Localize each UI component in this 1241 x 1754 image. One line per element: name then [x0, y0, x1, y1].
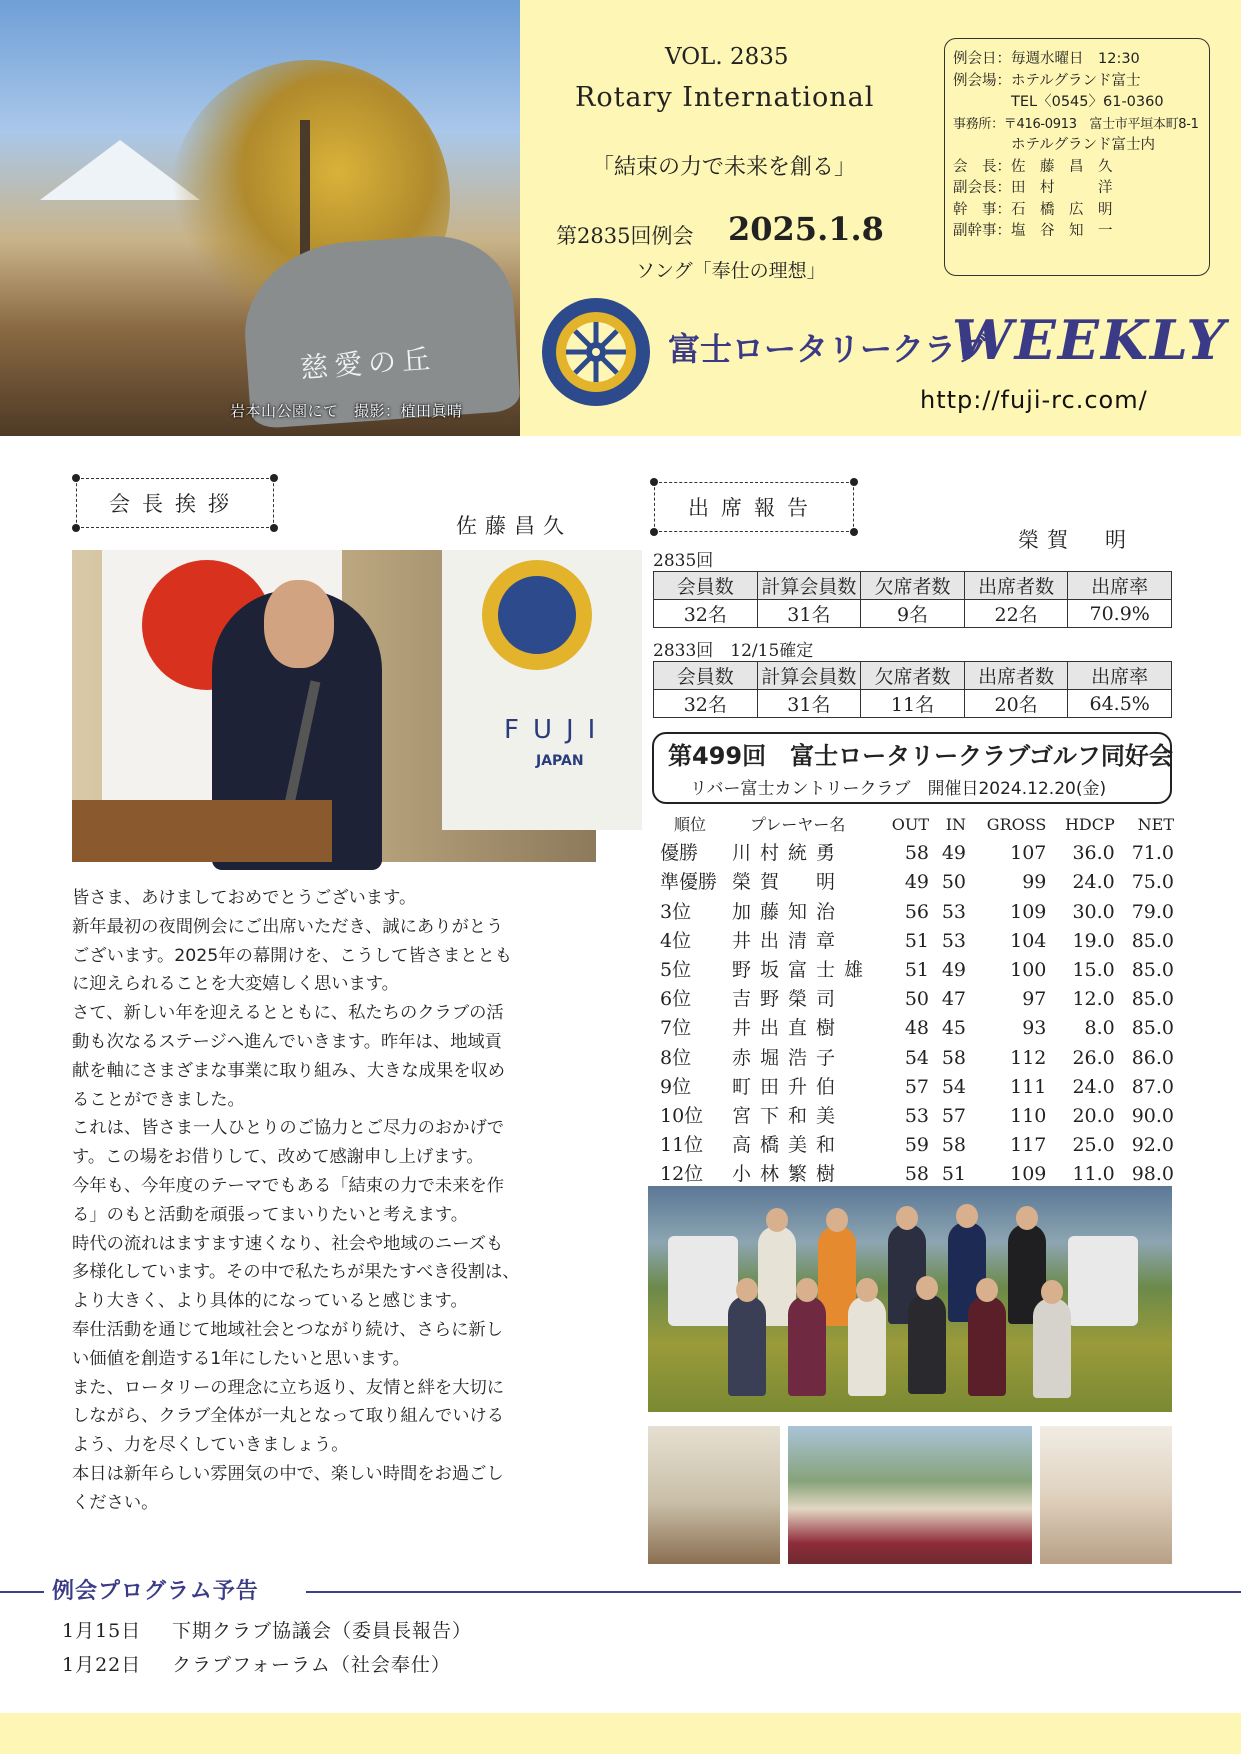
rank-cell: 12位: [660, 1163, 704, 1186]
greeting-line: 献を軸にさまざまな事業に取り組み、大きな成果を収め: [72, 1060, 506, 1081]
banner-japan: JAPAN: [536, 753, 584, 769]
col-header: GROSS: [986, 815, 1047, 834]
col-header: NET: [1137, 815, 1174, 834]
person-shape: [908, 1294, 946, 1394]
score-cell: 24.0: [1072, 871, 1115, 894]
score-cell: 85.0: [1131, 988, 1174, 1011]
club-url-link[interactable]: http://fuji-rc.com/: [920, 386, 1148, 414]
score-cell: 51: [904, 929, 930, 952]
score-cell: 20.0: [1072, 1105, 1115, 1128]
cell: 22名: [964, 600, 1068, 628]
president-greeting: [72, 884, 602, 1518]
greeting-line: す。この場をお借りして、改めて感謝申し上げます。: [72, 1147, 484, 1168]
score-cell: 26.0: [1072, 1046, 1115, 1069]
meeting-number: 第2835回例会: [556, 224, 694, 248]
table-row: [660, 985, 1180, 1014]
score-cell: 97: [1022, 988, 1047, 1011]
table-row: [654, 600, 1172, 628]
col-header: 順位: [674, 815, 707, 834]
golf-photo-table: [1040, 1426, 1172, 1564]
score-cell: 107: [1010, 842, 1047, 865]
score-cell: 56: [904, 900, 930, 923]
table-row: [660, 839, 1180, 868]
score-cell: 109: [1010, 1163, 1047, 1186]
section-label-attendance: [654, 482, 854, 532]
col-header: 出席率: [1068, 572, 1172, 600]
rank-cell: 6位: [660, 988, 692, 1011]
rank-cell: 5位: [660, 959, 692, 982]
player-cell: 加藤知治: [732, 900, 845, 923]
greeting-line: 多様化しています。その中で私たちが果たすべき役割は、: [72, 1262, 520, 1283]
person-shape: [848, 1296, 886, 1396]
head-shape: [796, 1278, 818, 1302]
score-cell: 57: [941, 1105, 967, 1128]
info-line: TEL〈0545〉61-0360: [953, 94, 1164, 110]
score-cell: 71.0: [1131, 842, 1174, 865]
stone-inscription: 慈愛の丘: [299, 342, 438, 385]
table-row: [660, 927, 1180, 956]
score-cell: 49: [941, 842, 967, 865]
player-cell: 井出直樹: [732, 1017, 845, 1040]
player-cell: 川村統勇: [732, 842, 845, 865]
program-text: 下期クラブ協議会（委員長報告）: [172, 1620, 473, 1642]
golf-subtitle: リバー富士カントリークラブ 開催日2024.12.20(金): [690, 779, 1107, 799]
greeting-line: ることができました。: [72, 1089, 245, 1110]
table-row: [660, 1014, 1180, 1043]
score-cell: 99: [1022, 871, 1047, 894]
info-line: 事務所：〒416-0913 富士市平垣本町8-1: [953, 116, 1199, 132]
table-row: [660, 1073, 1180, 1102]
program-divider: [306, 1591, 1241, 1593]
greeting-line: い価値を創造する1年にしたいと思います。: [72, 1348, 410, 1369]
score-cell: 100: [1010, 959, 1047, 982]
table-row: [654, 690, 1172, 718]
greeting-line: これは、皆さま一人ひとりのご協力とご尽力のおかげで: [72, 1118, 505, 1139]
score-cell: 48: [904, 1017, 930, 1040]
score-cell: 12.0: [1072, 988, 1115, 1011]
rank-cell: 11位: [660, 1134, 704, 1157]
head-shape: [1041, 1280, 1063, 1304]
golf-photo-dinner: [788, 1426, 1032, 1564]
greeting-line: 本日は新年らしい雰囲気の中で、楽しい時間をお過ごし: [72, 1463, 504, 1484]
cell: 64.5%: [1068, 690, 1172, 718]
score-cell: 8.0: [1084, 1017, 1115, 1040]
score-cell: 98.0: [1131, 1163, 1174, 1186]
greeting-line: 時代の流れはますます速くなり、社会や地域のニーズも: [72, 1233, 504, 1254]
head-shape: [826, 1208, 848, 1232]
rank-cell: 10位: [660, 1105, 704, 1128]
score-cell: 54: [941, 1075, 967, 1098]
score-cell: 57: [904, 1075, 930, 1098]
score-cell: 93: [1022, 1017, 1047, 1040]
greeting-line: よう、力を尽くしていきましょう。: [72, 1435, 349, 1456]
head-shape: [896, 1206, 918, 1230]
cell: 70.9%: [1068, 600, 1172, 628]
speaker-face-shape: [264, 580, 334, 668]
score-cell: 92.0: [1131, 1134, 1174, 1157]
rank-cell: 8位: [660, 1046, 692, 1069]
score-cell: 85.0: [1131, 959, 1174, 982]
golf-results-table: [660, 810, 1180, 1190]
score-cell: 58: [941, 1046, 967, 1069]
player-cell: 吉野榮司: [732, 988, 845, 1011]
president-photo: [72, 550, 610, 862]
score-cell: 50: [904, 988, 930, 1011]
greeting-line: しながら、クラブ全体が一丸となって取り組んでいける: [72, 1406, 505, 1427]
cover-photo-caption: 岩本山公園にて 撮影：植田眞晴: [230, 402, 463, 420]
footer-band: [0, 1713, 1241, 1754]
golf-title: 第499回 富士ロータリークラブゴルフ同好会: [668, 742, 1173, 770]
col-header: 出席者数: [964, 572, 1068, 600]
score-cell: 53: [941, 929, 967, 952]
rotary-wheel-icon: [540, 296, 652, 408]
golf-group-photo: [648, 1186, 1172, 1412]
head-shape: [1016, 1206, 1038, 1230]
score-cell: 53: [904, 1105, 930, 1128]
head-shape: [976, 1278, 998, 1302]
score-cell: 30.0: [1072, 900, 1115, 923]
score-cell: 86.0: [1131, 1046, 1174, 1069]
score-cell: 45: [941, 1017, 967, 1040]
cover-photo: [0, 0, 520, 436]
score-cell: 117: [1010, 1134, 1047, 1157]
rank-cell: 7位: [660, 1017, 692, 1040]
col-header: 欠席者数: [861, 662, 965, 690]
cell: 20名: [964, 690, 1068, 718]
score-cell: 58: [904, 1163, 930, 1186]
info-line: 副会長：田 村 洋: [953, 180, 1113, 196]
cell: 31名: [757, 600, 861, 628]
club-info-box: [944, 38, 1210, 276]
player-cell: 井出清章: [732, 929, 845, 952]
golf-cart-shape: [1068, 1236, 1138, 1326]
cell: 31名: [757, 690, 861, 718]
col-header: 計算会員数: [757, 662, 861, 690]
rank-cell: 3位: [660, 900, 692, 923]
greeting-line: 今年も、今年度のテーマでもある「結束の力で未来を作: [72, 1175, 505, 1196]
col-header: 出席者数: [964, 662, 1068, 690]
rotary-wheel-icon: [482, 560, 592, 670]
score-cell: 11.0: [1072, 1163, 1115, 1186]
attendance-label-1: 2835回: [653, 551, 714, 571]
greeting-line: 新年最初の夜間例会にご出席いただき、誠にありがとう: [72, 916, 504, 937]
score-cell: 58: [941, 1134, 967, 1157]
table-row: [660, 956, 1180, 985]
rank-cell: 優勝: [660, 842, 699, 865]
player-cell: 宮下和美: [732, 1105, 845, 1128]
col-header: プレーヤー名: [750, 815, 846, 834]
col-header: 出席率: [1068, 662, 1172, 690]
greeting-line: 動も次なるステージへ進んでいきます。昨年は、地域貢: [72, 1031, 502, 1052]
greeting-line: より大きく、より具体的になっていると感じます。: [72, 1291, 468, 1312]
score-cell: 85.0: [1131, 1017, 1174, 1040]
info-line: 例会日：毎週水曜日 12:30: [953, 51, 1140, 67]
person-shape: [968, 1296, 1006, 1396]
score-cell: 25.0: [1072, 1134, 1115, 1157]
score-cell: 112: [1010, 1046, 1047, 1069]
person-shape: [728, 1296, 766, 1396]
score-cell: 79.0: [1131, 900, 1174, 923]
golf-photo-speaker: [648, 1426, 780, 1564]
head-shape: [856, 1278, 878, 1302]
head-shape: [766, 1208, 788, 1232]
score-cell: 49: [904, 871, 930, 894]
score-cell: 75.0: [1131, 871, 1174, 894]
score-cell: 15.0: [1072, 959, 1115, 982]
greeting-line: 皆さま、あけましておめでとうございます。: [72, 888, 417, 908]
cell: 32名: [654, 600, 758, 628]
greeting-line: また、ロータリーの理念に立ち返り、友情と絆を大切に: [72, 1377, 505, 1398]
program-item: [62, 1616, 472, 1643]
score-cell: 19.0: [1072, 929, 1115, 952]
score-cell: 87.0: [1131, 1075, 1174, 1098]
section-label-text: 出席報告: [688, 496, 820, 520]
attendance-label-2: 2833回 12/15確定: [653, 641, 814, 661]
score-cell: 47: [941, 988, 967, 1011]
greeting-line: る」のもと活動を頑張ってまいりたいと考えます。: [72, 1204, 469, 1225]
player-cell: 小林繁樹: [732, 1163, 845, 1186]
program-date: 1月22日: [62, 1654, 142, 1676]
table-row: [660, 1102, 1180, 1131]
greeting-line: ください。: [72, 1492, 159, 1513]
president-author: 佐藤昌久: [456, 514, 572, 538]
rank-cell: 9位: [660, 1075, 692, 1098]
weekly-title: WEEKLY: [952, 308, 1227, 372]
score-cell: 53: [941, 900, 967, 923]
score-cell: 50: [941, 871, 967, 894]
player-cell: 榮賀 明: [732, 871, 845, 894]
table-row: [660, 898, 1180, 927]
year-theme: 「結束の力で未来を創る」: [592, 155, 857, 180]
lectern-shape: [72, 800, 332, 862]
meeting-song: ソング「奉仕の理想」: [636, 260, 826, 282]
person-shape: [1033, 1298, 1071, 1398]
player-cell: 町田升伯: [732, 1075, 845, 1098]
attendance-table-2: [653, 661, 1172, 718]
info-line: 副幹事：塩 谷 知 一: [953, 223, 1113, 239]
table-row: [660, 1044, 1180, 1073]
rank-cell: 4位: [660, 929, 692, 952]
score-cell: 51: [941, 1163, 967, 1186]
info-line: ホテルグランド富士内: [953, 137, 1155, 153]
player-cell: 野坂富士雄: [732, 959, 873, 982]
score-cell: 104: [1010, 929, 1047, 952]
person-shape: [788, 1296, 826, 1396]
banner-fuji: FUJI: [504, 715, 610, 745]
greeting-line: 奉仕活動を通じて地域社会とつながり続け、さらに新し: [72, 1319, 503, 1340]
program-divider: [0, 1591, 44, 1593]
attendance-table-1: [653, 571, 1172, 628]
rank-cell: 準優勝: [660, 871, 718, 894]
score-cell: 90.0: [1131, 1105, 1174, 1128]
score-cell: 109: [1010, 900, 1047, 923]
section-label-text: 会長挨拶: [109, 492, 241, 516]
score-cell: 49: [941, 959, 967, 982]
score-cell: 111: [1010, 1075, 1047, 1098]
score-cell: 54: [904, 1046, 930, 1069]
program-title: 例会プログラム予告: [52, 1579, 259, 1604]
table-row: [660, 868, 1180, 897]
program-item: [62, 1650, 451, 1677]
col-header: 会員数: [654, 572, 758, 600]
score-cell: 36.0: [1072, 842, 1115, 865]
score-cell: 24.0: [1072, 1075, 1115, 1098]
info-line: 幹 事：石 橋 広 明: [953, 201, 1113, 218]
cell: 11名: [861, 690, 965, 718]
cell: 32名: [654, 690, 758, 718]
info-line: 例会場：ホテルグランド富士: [953, 72, 1141, 89]
score-cell: 51: [904, 959, 930, 982]
program-text: クラブフォーラム（社会奉仕）: [172, 1654, 451, 1676]
col-header: 計算会員数: [757, 572, 861, 600]
greeting-line: に迎えられることを大変嬉しく思います。: [72, 974, 399, 995]
player-cell: 高橋美和: [732, 1134, 845, 1157]
organization-name: Rotary International: [575, 82, 875, 113]
table-row: [660, 1131, 1180, 1160]
col-header: 会員数: [654, 662, 758, 690]
volume-number: VOL. 2835: [665, 44, 789, 70]
head-shape: [916, 1276, 938, 1300]
score-cell: 110: [1010, 1105, 1047, 1128]
info-line: 会 長：佐 藤 昌 久: [953, 158, 1113, 175]
club-name: 富士ロータリークラブ: [668, 330, 989, 368]
cell: 9名: [861, 600, 965, 628]
player-cell: 赤堀浩子: [732, 1046, 845, 1069]
section-label-president: [76, 478, 274, 528]
meeting-date: 2025.1.8: [728, 210, 884, 248]
attendance-author: 榮賀 明: [1018, 528, 1134, 552]
head-shape: [736, 1278, 758, 1302]
col-header: OUT: [891, 815, 930, 834]
greeting-line: ございます。2025年の幕開けを、こうして皆さまととも: [72, 945, 513, 966]
col-header: 欠席者数: [861, 572, 965, 600]
col-header: IN: [945, 815, 967, 834]
greeting-line: さて、新しい年を迎えるとともに、私たちのクラブの活: [72, 1003, 504, 1024]
score-cell: 58: [904, 842, 930, 865]
col-header: HDCP: [1064, 815, 1115, 834]
program-date: 1月15日: [62, 1620, 142, 1642]
score-cell: 85.0: [1131, 929, 1174, 952]
score-cell: 59: [904, 1134, 930, 1157]
head-shape: [956, 1204, 978, 1228]
